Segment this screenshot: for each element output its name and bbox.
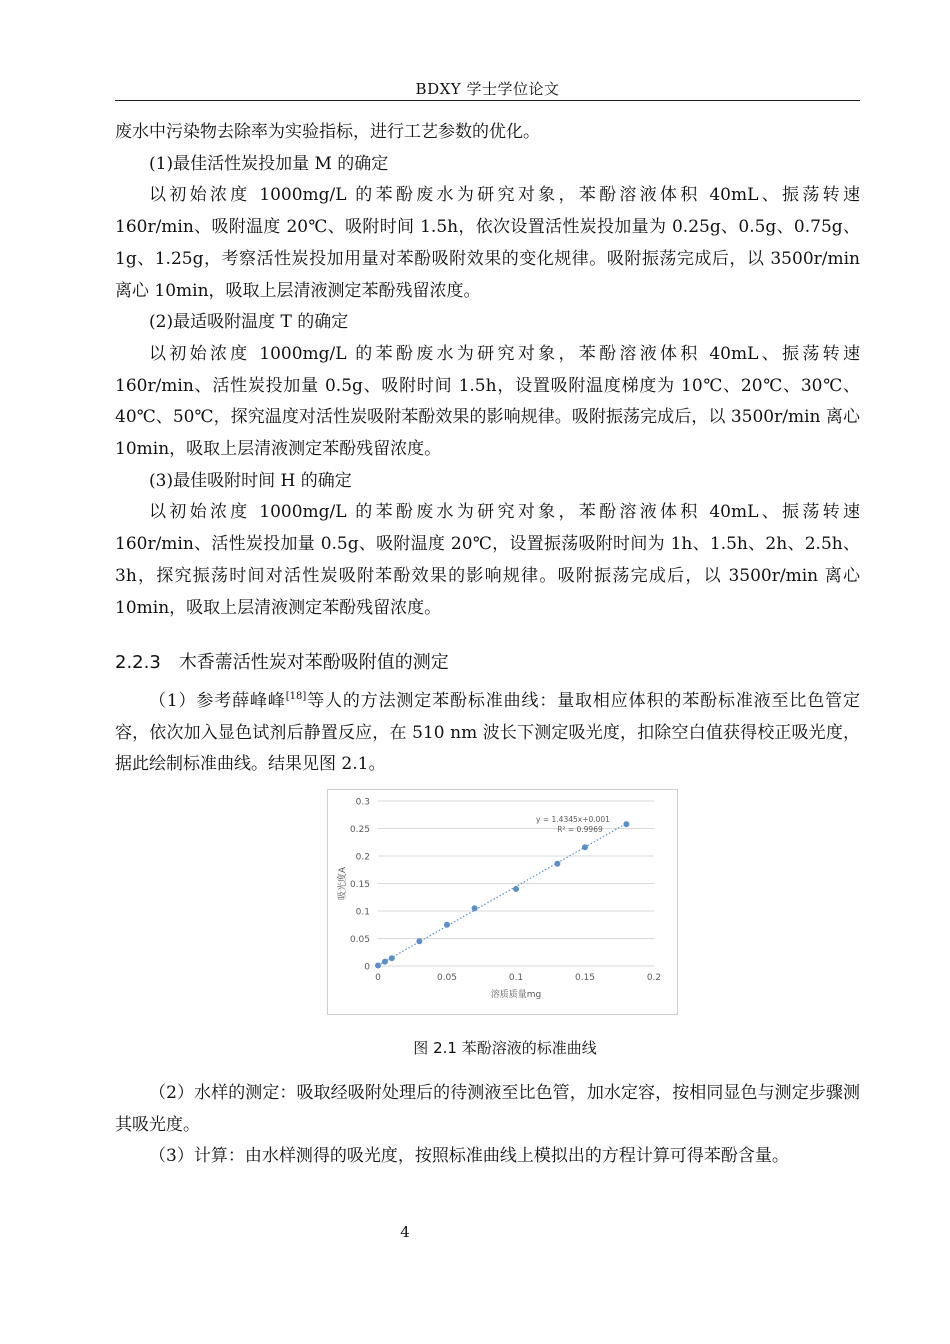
citation-ref[interactable]: [18] (285, 691, 307, 702)
subheading-t: (2)最适吸附温度 T 的确定 (149, 312, 349, 333)
x-tick-label: 0.1 (508, 973, 524, 983)
y-tick-label: 0.3 (355, 797, 370, 808)
paragraph: 废水中污染物去除率为实验指标，进行工艺参数的优化。 (115, 122, 540, 142)
subheading-h: (3)最佳吸附时间 H 的确定 (149, 470, 352, 491)
paragraph (115, 686, 860, 781)
x-tick-label: 0 (375, 973, 381, 983)
y-tick-label: 0.2 (355, 852, 370, 863)
body-section-3 (115, 1078, 860, 1173)
subheading-m: (1)最佳活性炭投加量 M 的确定 (149, 153, 389, 174)
paragraph: （2）水样的测定：吸取经吸附处理后的待测液至比色管，加水定容，按相同显色与测定步骤测其吸光度。 (115, 1083, 860, 1135)
y-tick-label: 0.1 (355, 907, 370, 918)
data-point (513, 886, 519, 892)
data-point (375, 962, 381, 968)
data-point (623, 821, 629, 827)
paragraph: 以初始浓度 1000mg/L 的苯酚废水为研究对象，苯酚溶液体积 40mL、振荡转速 160r/min、活性炭投加量 0.5g、吸附时间 1.5h，设置吸附温度梯度为 10℃、20℃、30℃、40℃、50℃，探究温度对活性炭吸附苯酚效果的影响规律。吸附振荡完成后，以 3500r/min 离心 10min，吸取上层清液测定苯酚残留浓度。 (115, 343, 860, 460)
y-tick-label: 0.05 (349, 935, 370, 945)
figure-caption: 图 2.1 苯酚溶液的标准曲线 (413, 1039, 597, 1057)
paragraph: （3）计算：由水样测得的吸光度，按照标准曲线上模拟出的方程计算可得苯酚含量。 (149, 1146, 789, 1167)
trend-equation: y = 1.4345x+0.001 (536, 815, 610, 824)
paragraph: 以初始浓度 1000mg/L 的苯酚废水为研究对象，苯酚溶液体积 40mL、振荡转速 160r/min、活性炭投加量 0.5g、吸附温度 20℃，设置振荡吸附时间为 1h、1.5h、2h、2.5h、3h，探究振荡时间对活性炭吸附苯酚效果的影响规律。吸附振荡完成后，以 3500r/min 离心 10min，吸取上层清液测定苯酚残留浓度。 (115, 502, 860, 618)
x-axis-title: 溶质质量mg (490, 990, 542, 1000)
header-rule (115, 100, 860, 101)
body-section-1 (115, 117, 860, 624)
y-tick-label: 0.15 (349, 880, 370, 890)
data-point (444, 922, 450, 928)
data-point (554, 861, 560, 867)
section-title: 木香薷活性炭对苯酚吸附值的测定 (178, 652, 449, 673)
standard-curve-chart (327, 789, 678, 1015)
y-tick-label: 0.25 (349, 825, 370, 835)
r-squared: R² = 0.9969 (557, 825, 603, 834)
section-number: 2.2.3 (115, 652, 161, 673)
paragraph-text: 等人的方法测定苯酚标准曲线：量取相应体积的苯酚标准液至比色管定容，依次加入显色试剂后静置反应，在 510 nm 波长下测定吸光度，扣除空白值获得校正吸光度，据此绘制标准曲线。结果见图 2.1。 (115, 691, 860, 775)
x-tick-label: 0.15 (574, 973, 596, 983)
data-point (416, 938, 422, 944)
section-heading (115, 648, 449, 674)
y-axis-title: 吸光度A (338, 866, 348, 901)
x-tick-label: 0.05 (436, 973, 458, 983)
body-section-2 (115, 686, 860, 781)
data-point (389, 955, 395, 961)
data-point (582, 844, 588, 850)
y-tick-label: 0 (364, 962, 370, 973)
x-tick-label: 0.2 (646, 973, 662, 983)
chart-svg (328, 790, 677, 1014)
data-point (472, 905, 478, 911)
data-point (382, 959, 388, 965)
paragraph: 以初始浓度 1000mg/L 的苯酚废水为研究对象，苯酚溶液体积 40mL、振荡转速 160r/min、吸附温度 20℃、吸附时间 1.5h，依次设置活性炭投加量为 0.25g、0.5g、0.75g、1g、1.25g，考察活性炭投加用量对苯酚吸附效果的变化规律。吸附振荡完成后，以 3500r/min 离心 10min，吸取上层清液测定苯酚残留浓度。 (115, 185, 860, 301)
page-header: BDXY 学士学位论文 (415, 80, 560, 98)
trendline (378, 823, 626, 965)
page-number: 4 (400, 1223, 410, 1241)
paragraph-text: （1）参考薛峰峰 (149, 691, 286, 711)
